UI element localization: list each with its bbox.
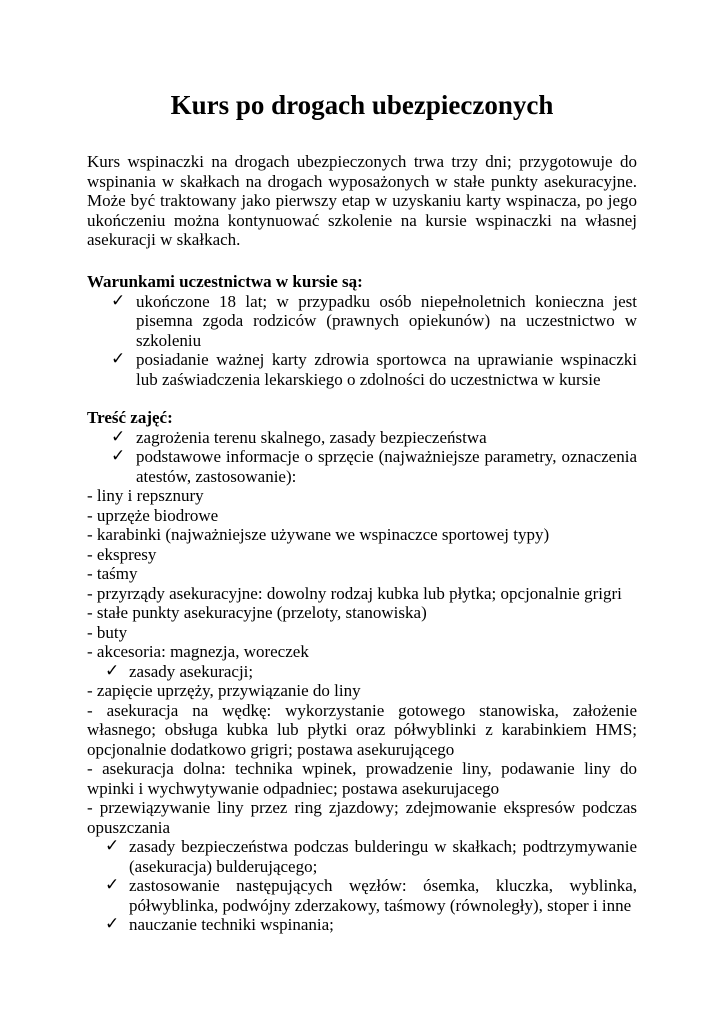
- topics-list-continued: [87, 837, 637, 935]
- conditions-section: [87, 272, 637, 389]
- checkmark-icon: ✓: [105, 914, 120, 934]
- content-section: [87, 408, 637, 935]
- list-item-text: nauczanie techniki wspinania;: [129, 915, 334, 934]
- list-item-text: zasady asekuracji;: [129, 661, 254, 681]
- list-item: [87, 915, 637, 935]
- conditions-list: [87, 292, 637, 390]
- equipment-line: - stałe punkty asekuracyjne (przeloty, stanowiska): [87, 603, 427, 622]
- list-item-text: zastosowanie następujących węzłów: ósemka, kluczka, wyblinka, półwyblinka, podwójny zderzakowy, taśmowy (równoległy), stoper i inne: [129, 876, 637, 915]
- equipment-line: - uprzęże biodrowe: [87, 505, 219, 525]
- belay-line: - asekuracja na wędkę: wykorzystanie gotowego stanowiska, założenie własnego; obsługa kubka lub płytki oraz półwyblinki z karabinkiem HMS; opcjonalnie dodatkowo grigri; postawa asekurującego: [87, 700, 637, 759]
- list-item-text: zasady bezpieczeństwa podczas bulderingu w skałkach; podtrzymywanie (asekuracja) bulderującego;: [129, 837, 637, 876]
- topics-list: [87, 428, 637, 487]
- belay-line: - zapięcie uprzęży, przywiązanie do liny: [87, 681, 361, 700]
- belay-line: - asekuracja dolna: technika wpinek, prowadzenie liny, podawanie liny do wpinki i wychwytywanie odpadniec; postawa asekurujacego: [87, 759, 637, 798]
- content-heading: Treść zajęć:: [87, 408, 173, 427]
- checkmark-icon: ✓: [111, 446, 126, 466]
- list-item: [87, 447, 637, 486]
- belay-line: - przewiązywanie liny przez ring zjazdowy; zdejmowanie ekspresów podczas opuszczania: [87, 798, 637, 837]
- equipment-list: [87, 486, 637, 662]
- list-item: [87, 350, 637, 389]
- list-item: [87, 837, 637, 876]
- equipment-line: - akcesoria: magnezja, woreczek: [87, 642, 309, 661]
- equipment-line: - karabinki (najważniejsze używane we wspinaczce sportowej typy): [87, 525, 550, 544]
- list-item-text: zagrożenia terenu skalnego, zasady bezpieczeństwa: [136, 427, 487, 447]
- list-item-text: posiadanie ważnej karty zdrowia sportowca na uprawianie wspinaczki lub zaświadczenia lekarskiego o zdolności do uczestnictwa w kursie: [136, 350, 637, 389]
- equipment-line: - ekspresy: [87, 544, 157, 564]
- checkmark-icon: ✓: [111, 290, 126, 311]
- list-item-text: ukończone 18 lat; w przypadku osób niepełnoletnich konieczna jest pisemna zgoda rodziców (prawnych opiekunów) na uczestnictwo w szkoleniu: [136, 291, 637, 350]
- checkmark-icon: ✓: [105, 875, 120, 895]
- list-item: [87, 662, 637, 682]
- checkmark-icon: ✓: [111, 349, 126, 369]
- list-item: [87, 876, 637, 915]
- checkmark-icon: ✓: [105, 836, 120, 856]
- list-item-text: podstawowe informacje o sprzęcie (najważniejsze parametry, oznaczenia atestów, zastosowanie):: [136, 447, 637, 486]
- list-item: [87, 428, 637, 448]
- checkmark-icon: ✓: [111, 426, 126, 447]
- list-item: [87, 292, 637, 351]
- equipment-line: - taśmy: [87, 564, 138, 583]
- equipment-line: - przyrządy asekuracyjne: dowolny rodzaj kubka lub płytka; opcjonalnie grigri: [87, 583, 622, 603]
- checkmark-icon: ✓: [105, 660, 120, 681]
- conditions-heading: Warunkami uczestnictwa w kursie są:: [87, 272, 363, 291]
- belay-topic-list: [87, 662, 637, 682]
- intro-paragraph: Kurs wspinaczki na drogach ubezpieczonych trwa trzy dni; przygotowuje do wspinania w skałkach na drogach wyposażonych w stałe punkty asekuracyjne. Może być traktowany jako pierwszy etap w uzyskaniu karty wspinacza, po jego ukończeniu można kontynuować szkolenie na kursie wspinaczki na własnej asekuracji w skałkach.: [87, 152, 637, 249]
- equipment-line: - buty: [87, 622, 128, 642]
- page-title: Kurs po drogach ubezpieczonych: [170, 90, 554, 120]
- belay-list: [87, 681, 637, 837]
- equipment-line: - liny i repsznury: [87, 486, 204, 505]
